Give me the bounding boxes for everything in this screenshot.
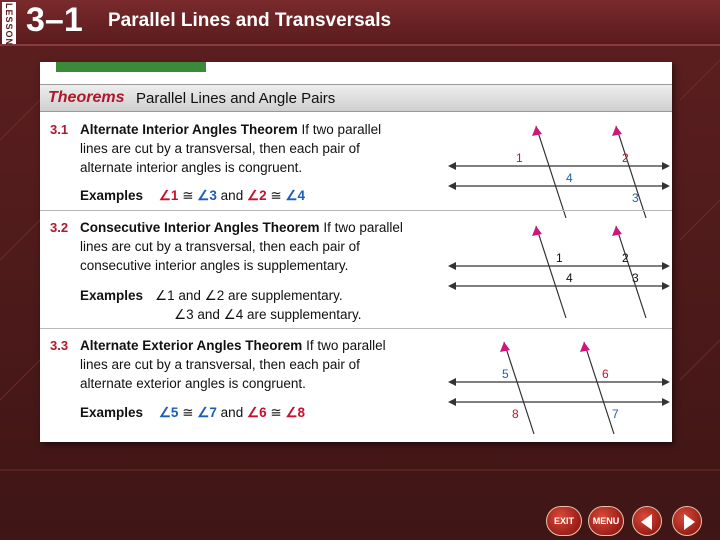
angle-label: 2 — [622, 151, 629, 165]
angle-label: 6 — [602, 367, 609, 381]
lesson-tab — [2, 2, 16, 47]
congruent-symbol: ≅ — [182, 188, 194, 203]
theorem-name: Consecutive Interior Angles Theorem — [80, 220, 320, 235]
angle-2: ∠2 — [246, 188, 267, 203]
theorem-name: Alternate Interior Angles Theorem — [80, 122, 298, 137]
theorems-title: Parallel Lines and Angle Pairs — [136, 90, 336, 107]
lesson-header — [0, 0, 720, 46]
angle-3: ∠3 — [197, 188, 217, 203]
theorem-text: If two parallel lines are cut by a transversal, then each pair of alternate exterior angles is congruent. — [80, 338, 386, 391]
theorem-text: If two parallel lines are cut by a transversal, then each pair of alternate interior angles is congruent. — [80, 122, 382, 175]
theorem-example — [80, 286, 343, 305]
angle-label: 3 — [632, 191, 639, 205]
theorem-statement — [80, 218, 410, 275]
angle-6: ∠6 — [246, 405, 267, 420]
theorems-panel — [40, 62, 672, 442]
theorem-example — [174, 305, 362, 324]
angle-7: ∠7 — [197, 405, 217, 420]
exit-button[interactable]: EXIT — [546, 506, 582, 536]
theorem-text: If two parallel lines are cut by a transversal, then each pair of consecutive interior angles is supplementary. — [80, 220, 403, 273]
theorems-title-bar — [40, 84, 672, 112]
lesson-number: 3–1 — [26, 1, 83, 39]
theorem-example — [80, 403, 305, 422]
theorem-name: Alternate Exterior Angles Theorem — [80, 338, 303, 353]
angle-label: 2 — [622, 251, 629, 265]
congruent-symbol: ≅ — [270, 188, 282, 203]
examples-label: Examples — [80, 288, 144, 303]
angle-label: 4 — [566, 171, 573, 185]
angle-label: 1 — [516, 151, 523, 165]
theorem-number: 3.1 — [50, 122, 69, 137]
theorem-statement — [80, 336, 410, 393]
lesson-tab-label: LESSON — [4, 3, 14, 47]
angle-label: 4 — [566, 271, 573, 285]
section-divider — [40, 328, 672, 329]
congruent-symbol: ≅ — [270, 405, 282, 420]
arrow-right-icon — [684, 514, 695, 530]
theorem-statement — [80, 120, 410, 177]
previous-button[interactable] — [632, 506, 662, 536]
theorems-label: Theorems — [48, 89, 125, 106]
parallel-lines-diagram-1 — [446, 118, 672, 228]
examples-label: Examples — [80, 405, 144, 420]
and-word: and — [220, 188, 244, 203]
panel-tab-strip — [56, 62, 206, 72]
example-line: ∠1 and ∠2 are supplementary. — [155, 288, 343, 303]
angle-label: 8 — [512, 407, 519, 421]
menu-button[interactable]: MENU — [588, 506, 624, 536]
angle-label: 7 — [612, 407, 619, 421]
arrow-left-icon — [641, 514, 652, 530]
lesson-title: Parallel Lines and Transversals — [108, 10, 392, 31]
angle-8: ∠8 — [285, 405, 306, 420]
angle-1: ∠1 — [158, 188, 179, 203]
parallel-lines-diagram-2 — [446, 218, 672, 328]
angle-4: ∠4 — [285, 188, 306, 203]
section-divider — [40, 210, 672, 211]
next-button[interactable] — [672, 506, 702, 536]
example-line: ∠3 and ∠4 are supplementary. — [174, 307, 362, 322]
theorem-number: 3.2 — [50, 220, 69, 235]
angle-label: 1 — [556, 251, 563, 265]
theorem-number: 3.3 — [50, 338, 69, 353]
angle-label: 3 — [632, 271, 639, 285]
and-word: and — [220, 405, 244, 420]
theorem-example — [80, 186, 305, 205]
parallel-lines-diagram-3 — [446, 334, 672, 444]
angle-label: 5 — [502, 367, 509, 381]
angle-5: ∠5 — [158, 405, 179, 420]
congruent-symbol: ≅ — [182, 405, 194, 420]
examples-label: Examples — [80, 188, 144, 203]
